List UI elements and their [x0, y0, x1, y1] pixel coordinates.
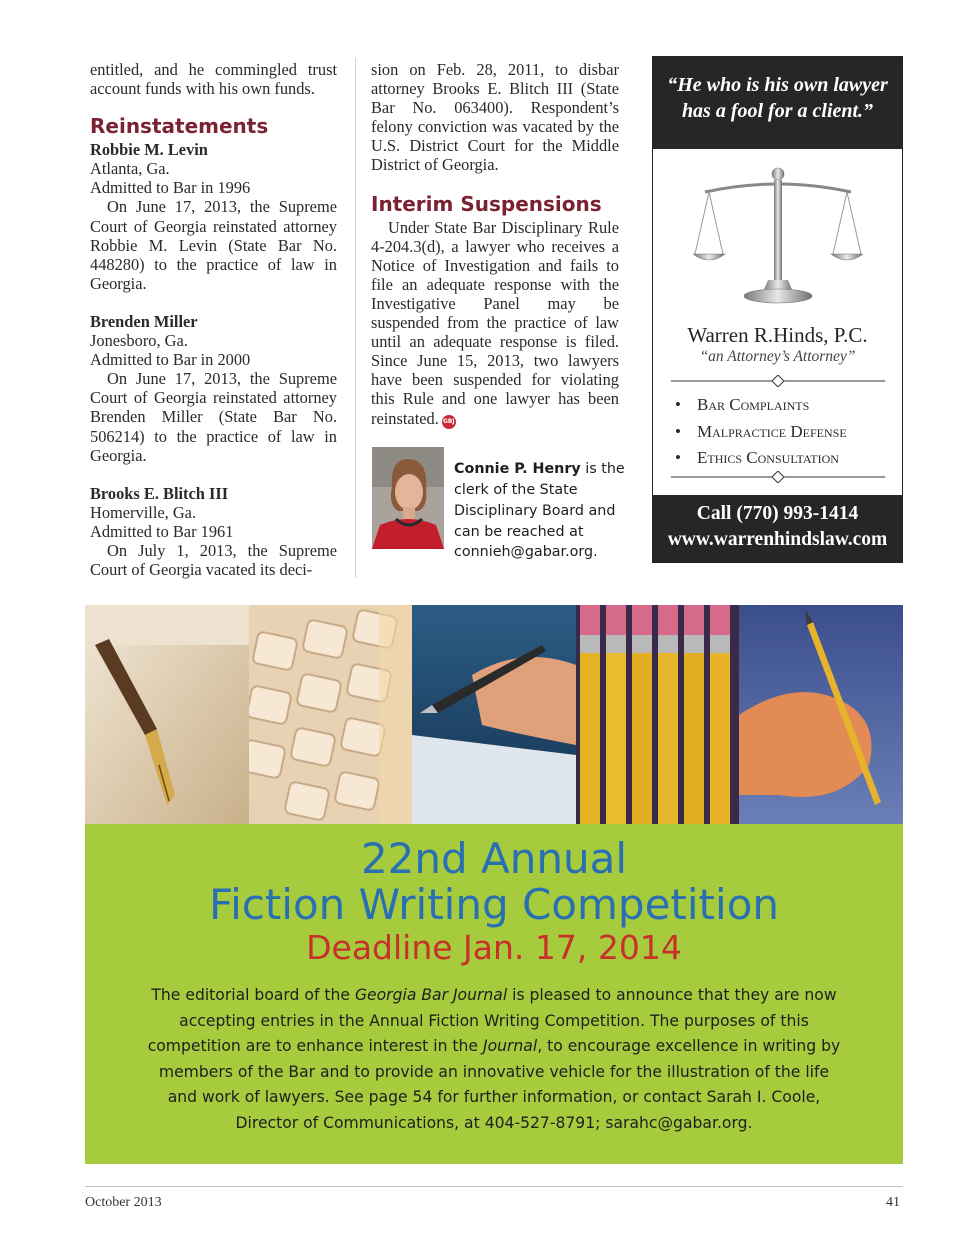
author-bio: Connie P. Henry is the clerk of the State Disciplinary Board and can be reached at connieh@gabar.org. — [454, 461, 625, 561]
reinstatements-heading: Reinstatements — [90, 114, 269, 139]
ad-service-item: • Bar Complaints — [675, 392, 847, 419]
page-number: 41 — [886, 1195, 900, 1210]
entry-admitted: Admitted to Bar in 1996 — [90, 178, 251, 198]
promo-deadline: Deadline Jan. 17, 2014 — [306, 928, 682, 967]
keyboard-photo — [249, 605, 413, 824]
hand-writing-photo — [739, 605, 903, 824]
scales-of-justice-icon — [693, 162, 863, 312]
ad-service-item: • Malpractice Defense — [675, 419, 847, 446]
author-photo — [372, 447, 444, 549]
entry-name: Robbie M. Levin — [90, 140, 208, 160]
entry-city: Atlanta, Ga. — [90, 159, 170, 179]
interim-suspensions-heading: Interim Suspensions — [371, 191, 602, 216]
intro-paragraph: entitled, and he commingled trust account funds with his own funds. — [90, 60, 337, 99]
entry-name: Brenden Miller — [90, 311, 198, 331]
ad-phone: Call (770) 993-1414 — [696, 503, 859, 524]
promo-title-line2: Fiction Writing Competition — [208, 880, 780, 929]
divider-diamond-icon — [671, 375, 885, 387]
fiction-competition-promo — [85, 824, 903, 1164]
ad-service-item: • Ethics Consultation — [675, 445, 847, 472]
pencils-photo — [576, 605, 740, 824]
interim-paragraph: Under State Bar Disciplinary Rule 4-204.3(d), a lawyer who receives a Notice of Investigation and fails to file an adequate response with the Investigative Panel may be suspended from the practice of law until an adequate response is filed. Since June 15, 2013, two lawyers have been suspended for violating this Rule and one lawyer has been reinstated. GBJ — [371, 217, 619, 428]
right-column — [371, 60, 619, 429]
promo-body: The editorial board of the Georgia Bar Journal is pleased to announce that they are now accepting entries in the Annual Fiction Writing Competition. The purposes of this competition are to enhance interest in the Journal, to encourage excellence in writing by members of the Bar and to provide an innovative vehicle for the illustration of the life and work of lawyers. See page 54 for further information, or contact Sarah I. Coole, Director of Communications, at 404-527-8791; sarahc@gabar.org. — [147, 986, 841, 1132]
ad-services-list — [675, 392, 847, 472]
ad-firm-name: Warren R.Hinds, P.C. — [687, 323, 868, 347]
continued-paragraph: sion on Feb. 28, 2011, to disbar attorney Brooks E. Blitch III (State Bar No. 063400). Respondent’s felony conviction was vacated by the U.S. District Court for the Middle District of Georgia. — [371, 60, 619, 175]
entry-city: Homerville, Ga. — [90, 502, 197, 522]
entry-name: Brooks E. Blitch III — [90, 483, 229, 503]
left-column — [90, 60, 337, 579]
entry-text: On July 1, 2013, the Supreme Court of Georgia vacated its deci- — [90, 540, 337, 580]
gbj-end-mark-icon: GBJ — [442, 415, 456, 429]
ad-website[interactable]: www.warrenhindslaw.com — [667, 529, 888, 550]
footer-rule — [85, 1186, 903, 1187]
pen-and-paper-photo — [412, 605, 576, 824]
writing-photo-banner — [85, 605, 903, 824]
divider-diamond-icon — [671, 471, 885, 483]
entry-city: Jonesboro, Ga. — [90, 331, 188, 351]
law-firm-ad — [652, 56, 903, 563]
author-box — [372, 447, 625, 561]
entry-admitted: Admitted to Bar in 2000 — [90, 350, 251, 370]
entry-admitted: Admitted to Bar 1961 — [90, 521, 234, 541]
entry-text: On June 17, 2013, the Supreme Court of Georgia reinstated attorney Brenden Miller (State Bar No. 506214) to the practice of law in Georgia. — [90, 369, 337, 465]
ad-quote: “He who is his own lawyer has a fool for a client.” — [667, 74, 888, 122]
promo-title-line1: 22nd Annual — [360, 834, 628, 883]
column-divider — [355, 58, 356, 578]
fountain-pen-photo — [85, 605, 249, 824]
footer-issue: October 2013 — [85, 1195, 162, 1210]
ad-tagline: “an Attorney’s Attorney” — [699, 348, 856, 365]
entry-text: On June 17, 2013, the Supreme Court of Georgia reinstated attorney Robbie M. Levin (State Bar No. 448280) to the practice of law in Georgia. — [90, 197, 337, 293]
